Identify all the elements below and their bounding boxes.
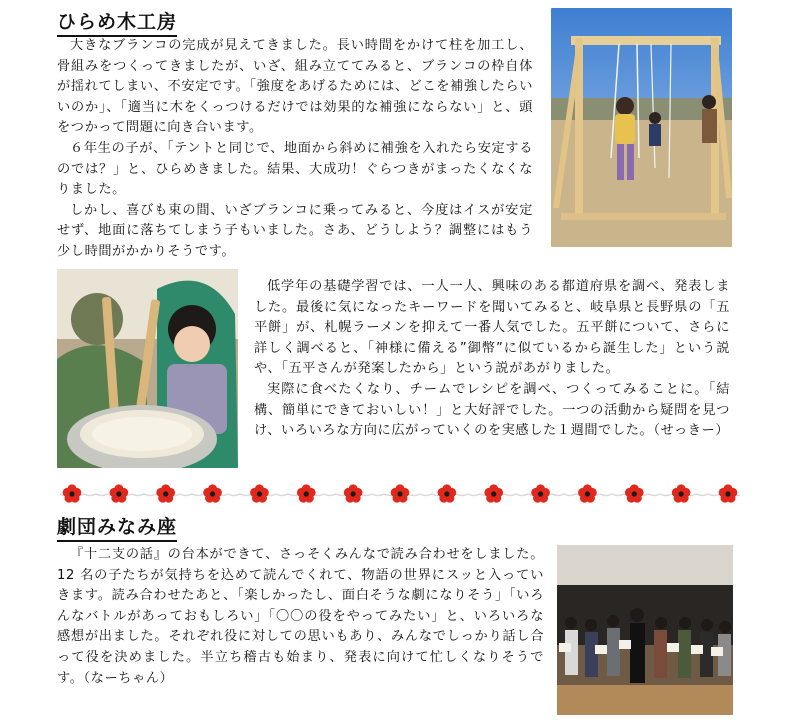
flower-icon (63, 484, 82, 502)
theater-photo (557, 545, 733, 715)
flower-icon (672, 484, 691, 502)
flower-icon (438, 484, 457, 502)
paragraph: 低学年の基礎学習では、一人一人、興味のある都道府県を調べ、発表しました。最後に気になったキーワードを聞いてみると、岐阜県と長野県の「五平餅」が、札幌ラーメンを抑えて一番人気でした。五平餅について、さらに詳しく調べると、「神様に備える”御幣”に似ているから誕生した」という説や、「五平さんが発案したから」という説があがりました。 (254, 279, 730, 377)
flower-icon (391, 484, 410, 502)
paragraph: 実際に食べたくなり、チームでレシピを調べ、つくってみることに。「結構、簡単にできておいしい！」と大好評でした。一つの活動から疑問を見つけ、いろいろな方向に広がっていくのを実感した１週間でした。（せっきー） (254, 381, 730, 439)
flower-icon (297, 484, 316, 502)
paragraph: 『十二支の話』の台本ができて、さっそくみんなで読み合わせをしました。12 名の子たちが気持ちを込めて読んでくれて、物語の世界にスッと入っていきます。読み合わせたあと、「楽しかったし、面白そうな劇になりそう」「いろんなバトルがあっておもしろい」「〇〇の役をやってみたい」と、いろいろな感想が出ました。それぞれ役に対しての思いもあり、みんなでしっかり話し合って役を決めました。半立ち稽古も始まり、発表に向けて忙しくなりそうです。（なーちゃん） (57, 547, 544, 686)
section-title-theater: 劇団みなみ座 (57, 515, 177, 542)
flower-icon (250, 484, 269, 502)
mochi-photo (57, 269, 238, 468)
flower-icon (531, 484, 550, 502)
section-hirame-text (57, 36, 533, 263)
flower-icon (156, 484, 175, 502)
flower-icon (625, 484, 644, 502)
flower-icon (110, 484, 129, 502)
flower-icon (578, 484, 597, 502)
swing-photo (551, 8, 732, 247)
section-theater-text (57, 545, 544, 689)
flower-icon (344, 484, 363, 502)
section-study-text (254, 277, 730, 442)
flower-icon (484, 484, 503, 502)
section-title-hirame: ひらめ木工房 (57, 10, 177, 37)
flower-icon (203, 484, 222, 502)
flower-icon (719, 484, 738, 502)
flower-divider (60, 481, 740, 507)
paragraph: ６年生の子が、「テントと同じで、地面から斜めに補強を入れたら安定するのでは？」と、ひらめきました。結果、大成功！ぐらつきがまったくなくなりました。 (57, 140, 533, 198)
paragraph: しかし、喜びも束の間、いざブランコに乗ってみると、今度はイスが安定せず、地面に落ちてしまう子もいました。さあ、どうしよう？調整にはもう少し時間がかかりそうです。 (57, 202, 533, 259)
paragraph: 大きなブランコの完成が見えてきました。長い時間をかけて柱を加工し、骨組みをつくってきましたが、いざ、組み立ててみると、ブランコの枠自体が揺れてしまい、不安定です。「強度をあげるためには、どこを補強したらいいのか」、「適当に木をくっつけるだけでは効果的な補強にならない」と、頭をつかって問題に向き合います。 (57, 38, 533, 136)
